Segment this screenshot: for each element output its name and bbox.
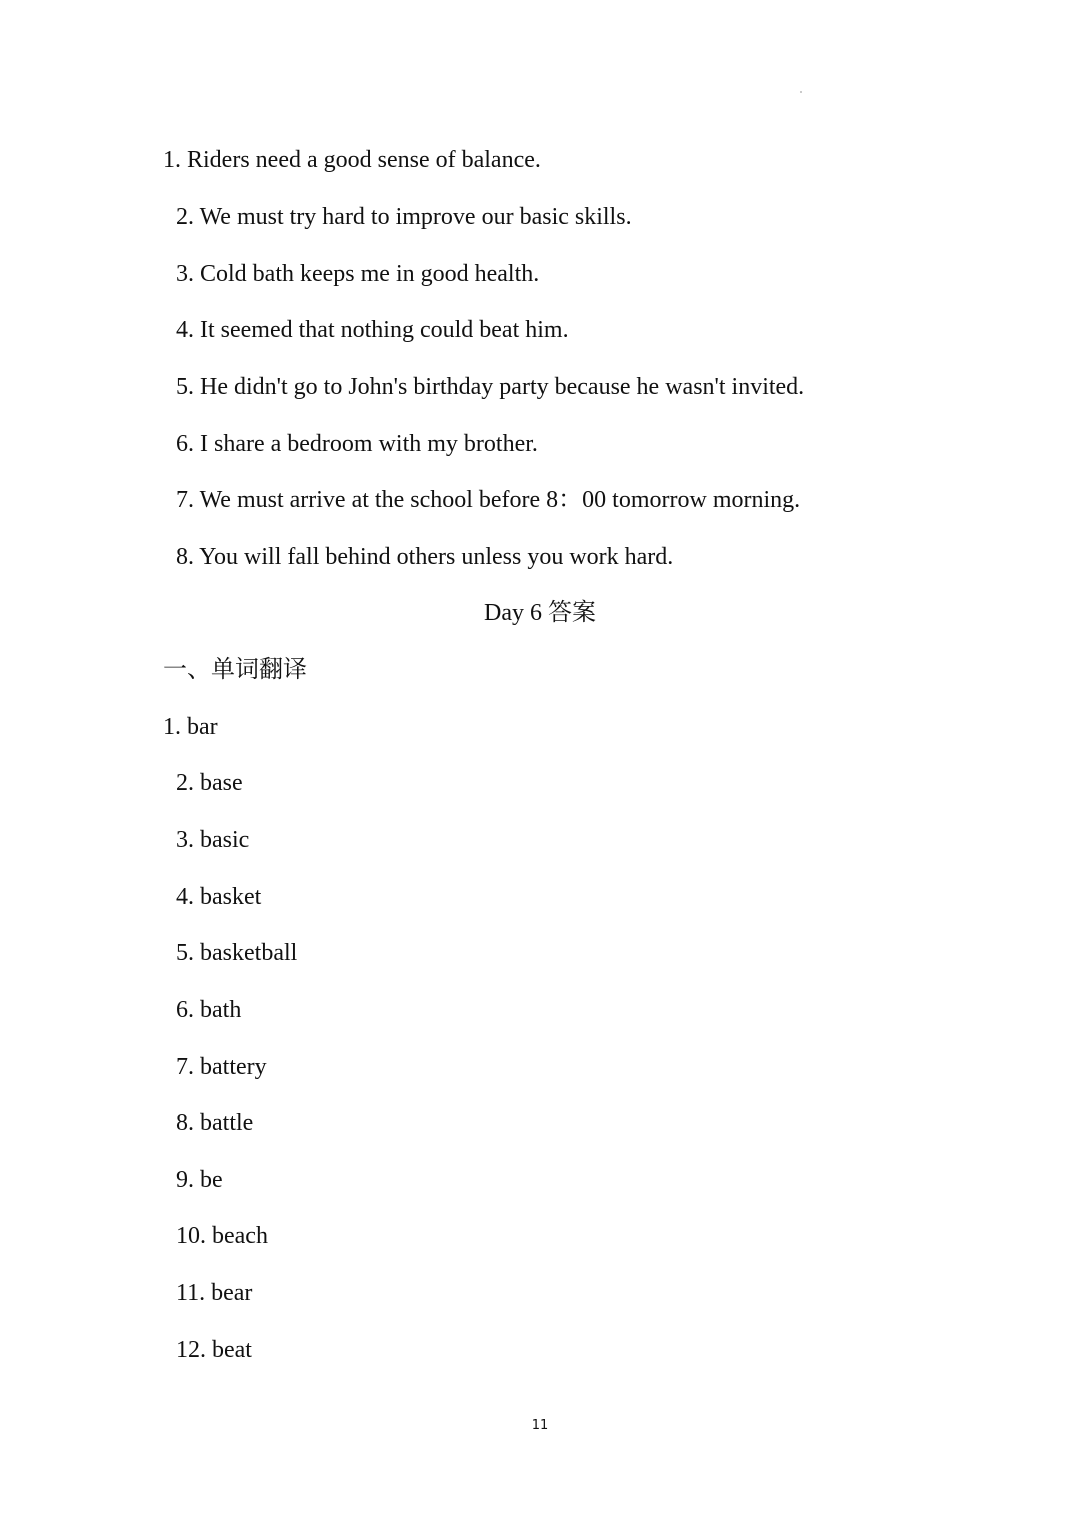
stray-dot xyxy=(800,91,802,93)
sentence-item: 3. Cold bath keeps me in good health. xyxy=(176,261,540,287)
word-item: 11. bear xyxy=(176,1280,253,1306)
sentence-item: 1. Riders need a good sense of balance. xyxy=(163,147,541,173)
word-item: 1. bar xyxy=(163,714,218,740)
sentence-item: 7. We must arrive at the school before 8：00 tomorrow morning. xyxy=(176,487,801,513)
word-item: 10. beach xyxy=(176,1223,268,1249)
day-heading: Day 6 答案 xyxy=(484,600,596,626)
sentence-item: 5. He didn't go to John's birthday party because he wasn't invited. xyxy=(176,374,805,400)
word-item: 3. basic xyxy=(176,827,250,853)
sentence-item: 6. I share a bedroom with my brother. xyxy=(176,431,538,457)
word-item: 7. battery xyxy=(176,1054,267,1080)
sentence-item: 2. We must try hard to improve our basic skills. xyxy=(176,204,632,230)
sentence-item: 4. It seemed that nothing could beat him. xyxy=(176,317,569,343)
page-number: 11 xyxy=(531,1418,549,1433)
word-item: 12. beat xyxy=(176,1337,252,1363)
word-item: 8. battle xyxy=(176,1110,254,1136)
word-item: 5. basketball xyxy=(176,940,298,966)
word-item: 6. bath xyxy=(176,997,242,1023)
word-item: 9. be xyxy=(176,1167,223,1193)
sentence-item: 8. You will fall behind others unless you work hard. xyxy=(176,544,674,570)
word-item: 4. basket xyxy=(176,884,262,910)
section-title: 一、单词翻译 xyxy=(163,657,307,683)
word-item: 2. base xyxy=(176,770,243,796)
